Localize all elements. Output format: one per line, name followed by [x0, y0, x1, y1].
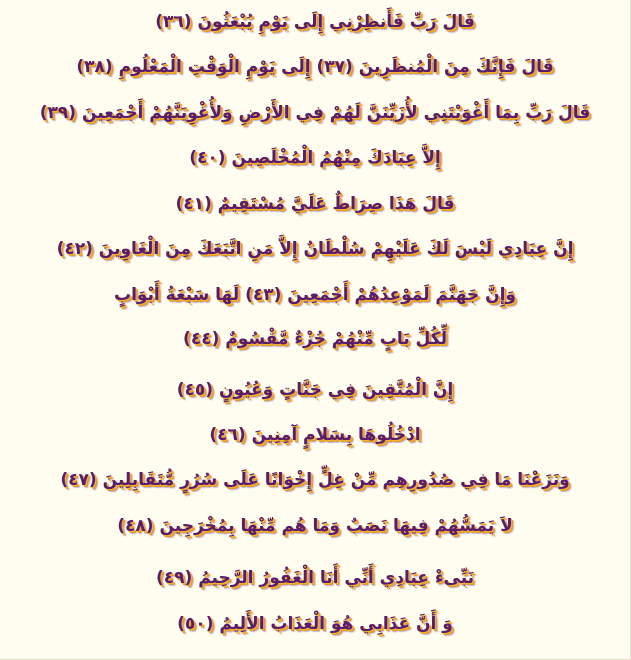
- verse-40: إِلاَّ عِبَادَكَ مِنْهُمُ الْمُخْلَصِينَ (٤٠): [189, 148, 441, 168]
- verse-44: لِّكُلِّ بَابٍ مِّنْهُمْ جُزْءٌ مَّقْسُومٌ (٤٤): [183, 329, 447, 349]
- verse-41: قَالَ هَذَا صِرَاطٌ عَلَيَّ مُسْتَقِيمٌ (٤١): [175, 194, 455, 214]
- verse-50: وَ أَنَّ عَذَابِي هُوَ الْعَذَابُ الأَلِيمُ (٥٠): [177, 614, 453, 634]
- verse-47: وَنَزَعْنَا مَا فِي صُدُورِهِم مِّنْ غِلٍّ إِخْوَانًا عَلَى سُرُرٍ مُّتَقَابِلِينَ (٤٧): [60, 470, 570, 490]
- verse-43: وَإِنَّ جَهَنَّمَ لَمَوْعِدُهُمْ أَجْمَعِينَ (٤٣) لَهَا سَبْعَةُ أَبْوَابٍ: [113, 285, 517, 305]
- verse-37-38: قَالَ فَإِنَّكَ مِنَ الْمُنظَرِينَ (٣٧) إِلَى يَوْمِ الْوَقْتِ الْمَعْلُومِ (٣٨): [76, 57, 554, 77]
- verse-42: إِنَّ عِبَادِي لَيْسَ لَكَ عَلَيْهِمْ سُلْطَانٌ إِلاَّ مَنِ اتَّبَعَكَ مِنَ الْغَاوِينَ (٤٢): [56, 239, 574, 259]
- verse-46: ادْخُلُوهَا بِسَلامٍ آمِنِينَ (٤٦): [209, 425, 421, 445]
- verse-36: قَالَ رَبِّ فَأَنظِرْنِي إِلَى يَوْمِ يُبْعَثُونَ (٣٦): [155, 12, 475, 32]
- verse-39: قَالَ رَبِّ بِمَا أَغْوَيْتَنِي لأُزَيِّنَنَّ لَهُمْ فِي الأَرْضِ وَلأُغْوِيَنَّهُمْ أَجْمَعِينَ (٣٩): [39, 103, 591, 123]
- verse-48: لاَ يَمَسُّهُمْ فِيهَا نَصَبٌ وَمَا هُم مِّنْهَا بِمُخْرَجِينَ (٤٨): [117, 516, 513, 536]
- verse-49: نَبِّىءْ عِبَادِي أَنِّي أَنَا الْغَفُورُ الرَّحِيمُ (٤٩): [155, 568, 475, 588]
- verse-45: إِنَّ الْمُتَّقِينَ فِي جَنَّاتٍ وَعُيُونٍ (٤٥): [176, 380, 454, 400]
